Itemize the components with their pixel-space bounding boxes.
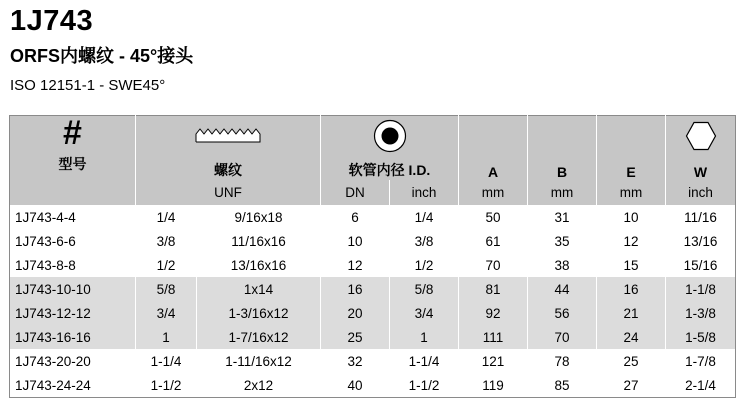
table-row: [10, 229, 736, 253]
e-cell: 15: [597, 253, 666, 277]
model-cell: 1J743-4-4: [10, 205, 136, 229]
w-cell: 1-1/8: [666, 277, 736, 301]
b-unit: mm: [528, 180, 597, 205]
size-cell: 1-1/4: [136, 349, 197, 373]
unf-thread-cell: 1-3/16x12: [197, 301, 321, 325]
w-cell: 1-3/8: [666, 301, 736, 325]
inch-cell: 1-1/4: [390, 349, 459, 373]
model-cell: 1J743-8-8: [10, 253, 136, 277]
table-row: [10, 253, 736, 277]
w-cell: 13/16: [666, 229, 736, 253]
size-cell: 1-1/2: [136, 373, 197, 398]
unf-thread-cell: 1-11/16x12: [197, 349, 321, 373]
unf-thread-cell: 13/16x16: [197, 253, 321, 277]
table-body: [10, 205, 736, 398]
a-cell: 50: [459, 205, 528, 229]
a-cell: 119: [459, 373, 528, 398]
spec-table: [9, 115, 736, 398]
dn-cell: 25: [321, 325, 390, 349]
w-column-label: W: [666, 156, 736, 180]
model-cell: 1J743-6-6: [10, 229, 136, 253]
w-unit: inch: [666, 180, 736, 205]
b-cell: 56: [528, 301, 597, 325]
size-cell: 1: [136, 325, 197, 349]
w-cell: 15/16: [666, 253, 736, 277]
dn-cell: 32: [321, 349, 390, 373]
dn-cell: 6: [321, 205, 390, 229]
a-cell: 92: [459, 301, 528, 325]
table-header: [10, 116, 736, 206]
size-cell: 1/4: [136, 205, 197, 229]
a-column-label: A: [459, 156, 528, 180]
a-cell: 81: [459, 277, 528, 301]
b-cell: 38: [528, 253, 597, 277]
a-unit: mm: [459, 180, 528, 205]
model-cell: 1J743-20-20: [10, 349, 136, 373]
w-cell: 1-7/8: [666, 349, 736, 373]
e-unit: mm: [597, 180, 666, 205]
a-cell: 61: [459, 229, 528, 253]
a-cell: 121: [459, 349, 528, 373]
unf-thread-cell: 9/16x18: [197, 205, 321, 229]
hose-id-column-label: 软管内径 I.D.: [321, 156, 459, 180]
a-cell: 70: [459, 253, 528, 277]
thread-profile-icon: [136, 116, 321, 157]
e-cell: 16: [597, 277, 666, 301]
product-code-title: 1J743: [10, 5, 94, 37]
inch-cell: 5/8: [390, 277, 459, 301]
unf-thread-cell: 11/16x16: [197, 229, 321, 253]
w-cell: 1-5/8: [666, 325, 736, 349]
inch-cell: 1: [390, 325, 459, 349]
e-cell: 21: [597, 301, 666, 325]
b-cell: 78: [528, 349, 597, 373]
size-cell: 3/8: [136, 229, 197, 253]
inch-cell: 3/4: [390, 301, 459, 325]
table-row: [10, 349, 736, 373]
dn-cell: 20: [321, 301, 390, 325]
hose-bore-icon: [321, 116, 459, 157]
thread-column-label: 螺纹: [136, 156, 321, 180]
model-cell: 1J743-12-12: [10, 301, 136, 325]
e-cell: 12: [597, 229, 666, 253]
w-cell: 11/16: [666, 205, 736, 229]
size-cell: 1/2: [136, 253, 197, 277]
model-cell: 1J743-16-16: [10, 325, 136, 349]
size-cell: 5/8: [136, 277, 197, 301]
b-column-label: B: [528, 156, 597, 180]
table-row: [10, 205, 736, 229]
e-cell: 24: [597, 325, 666, 349]
model-column-label: 型号: [58, 156, 87, 172]
a-cell: 111: [459, 325, 528, 349]
product-description: ORFS内螺纹 - 45°接头: [10, 46, 194, 66]
size-cell: 3/4: [136, 301, 197, 325]
table-row: [10, 325, 736, 349]
inch-cell: 1-1/2: [390, 373, 459, 398]
dn-cell: 40: [321, 373, 390, 398]
inch-cell: 3/8: [390, 229, 459, 253]
thread-unit: UNF: [136, 180, 321, 205]
hex-nut-icon: [666, 116, 736, 157]
dn-unit: DN: [321, 180, 390, 205]
e-column-label: E: [597, 156, 666, 180]
b-cell: 35: [528, 229, 597, 253]
w-cell: 2-1/4: [666, 373, 736, 398]
inch-unit: inch: [390, 180, 459, 205]
b-cell: 31: [528, 205, 597, 229]
model-column-header: [10, 116, 136, 181]
unf-thread-cell: 2x12: [197, 373, 321, 398]
inch-cell: 1/4: [390, 205, 459, 229]
model-cell: 1J743-24-24: [10, 373, 136, 398]
unf-thread-cell: 1x14: [197, 277, 321, 301]
table-row: [10, 277, 736, 301]
hash-icon: #: [63, 114, 82, 152]
e-cell: 25: [597, 349, 666, 373]
dn-cell: 10: [321, 229, 390, 253]
unf-thread-cell: 1-7/16x12: [197, 325, 321, 349]
b-cell: 85: [528, 373, 597, 398]
table-row: [10, 373, 736, 398]
b-cell: 44: [528, 277, 597, 301]
e-cell: 27: [597, 373, 666, 398]
dn-cell: 12: [321, 253, 390, 277]
e-cell: 10: [597, 205, 666, 229]
table-row: [10, 301, 736, 325]
dn-cell: 16: [321, 277, 390, 301]
b-cell: 70: [528, 325, 597, 349]
model-cell: 1J743-10-10: [10, 277, 136, 301]
inch-cell: 1/2: [390, 253, 459, 277]
standard-reference: ISO 12151-1 - SWE45°: [10, 77, 166, 94]
